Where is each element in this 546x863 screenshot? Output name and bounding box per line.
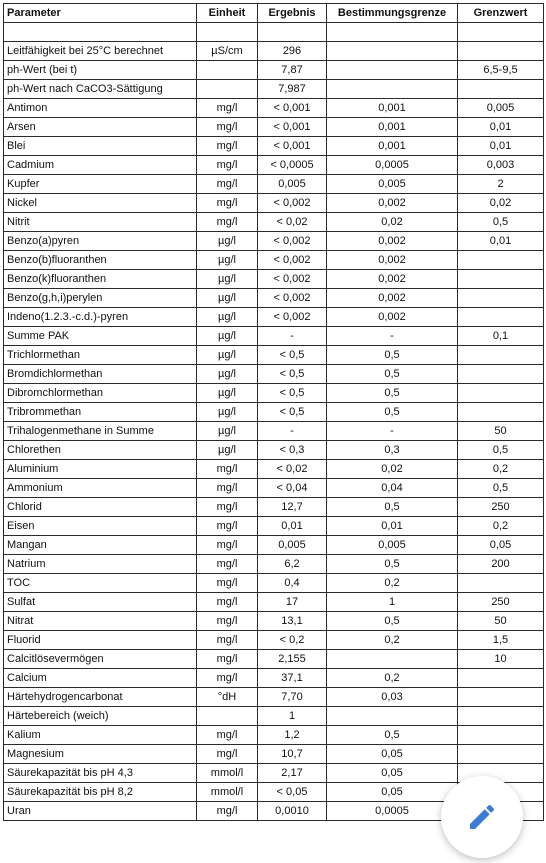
cell-ergebnis: < 0,002: [258, 250, 327, 269]
cell-parameter: Benzo(g,h,i)perylen: [4, 288, 197, 307]
cell-bestimmungsgrenze: 0,5: [327, 554, 458, 573]
cell-grenzwert: [458, 668, 544, 687]
table-row: [4, 573, 544, 592]
cell-einheit: µg/l: [197, 250, 258, 269]
cell-ergebnis: 12,7: [258, 497, 327, 516]
cell-grenzwert: 50: [458, 611, 544, 630]
table-row: [4, 611, 544, 630]
cell-parameter: Chlorethen: [4, 440, 197, 459]
cell-parameter: Härtehydrogencarbonat: [4, 687, 197, 706]
cell-bestimmungsgrenze: -: [327, 326, 458, 345]
cell-einheit: µg/l: [197, 288, 258, 307]
cell-grenzwert: 0,005: [458, 98, 544, 117]
table-row: [4, 421, 544, 440]
cell-parameter: Säurekapazität bis pH 4,3: [4, 763, 197, 782]
cell-grenzwert: 0,2: [458, 516, 544, 535]
cell-bestimmungsgrenze: 0,005: [327, 174, 458, 193]
cell-einheit: mg/l: [197, 516, 258, 535]
cell-bestimmungsgrenze: 0,0005: [327, 155, 458, 174]
header-grenzwert: Grenzwert: [458, 4, 544, 23]
cell-grenzwert: 0,5: [458, 440, 544, 459]
edit-fab-button[interactable]: [441, 776, 523, 858]
cell-bestimmungsgrenze: 0,5: [327, 402, 458, 421]
cell-ergebnis: < 0,04: [258, 478, 327, 497]
cell-bestimmungsgrenze: 0,5: [327, 497, 458, 516]
cell-bestimmungsgrenze: 0,2: [327, 668, 458, 687]
cell-einheit: mg/l: [197, 117, 258, 136]
cell-grenzwert: 0,02: [458, 193, 544, 212]
header-bestimmungsgrenze: Bestimmungsgrenze: [327, 4, 458, 23]
cell-ergebnis: < 0,002: [258, 231, 327, 250]
cell-bestimmungsgrenze: 0,02: [327, 459, 458, 478]
cell-bestimmungsgrenze: [327, 41, 458, 60]
table-row: [4, 668, 544, 687]
cell-bestimmungsgrenze: 0,3: [327, 440, 458, 459]
cell-parameter: Natrium: [4, 554, 197, 573]
cell-grenzwert: [458, 307, 544, 326]
cell-einheit: µg/l: [197, 402, 258, 421]
cell-grenzwert: [458, 23, 544, 42]
cell-bestimmungsgrenze: 0,05: [327, 782, 458, 801]
cell-bestimmungsgrenze: 0,002: [327, 193, 458, 212]
cell-parameter: Bromdichlormethan: [4, 364, 197, 383]
table-row: [4, 136, 544, 155]
cell-grenzwert: 0,05: [458, 535, 544, 554]
cell-einheit: µg/l: [197, 440, 258, 459]
cell-parameter: Blei: [4, 136, 197, 155]
table-row: [4, 592, 544, 611]
cell-einheit: [197, 23, 258, 42]
cell-einheit: µS/cm: [197, 41, 258, 60]
cell-bestimmungsgrenze: 0,001: [327, 117, 458, 136]
cell-parameter: Nitrat: [4, 611, 197, 630]
cell-bestimmungsgrenze: 0,03: [327, 687, 458, 706]
cell-parameter: Summe PAK: [4, 326, 197, 345]
cell-ergebnis: 1: [258, 706, 327, 725]
table-row: [4, 478, 544, 497]
cell-parameter: Benzo(b)fluoranthen: [4, 250, 197, 269]
cell-ergebnis: 37,1: [258, 668, 327, 687]
cell-parameter: ph-Wert nach CaCO3-Sättigung: [4, 79, 197, 98]
cell-ergebnis: 7,987: [258, 79, 327, 98]
cell-ergebnis: < 0,05: [258, 782, 327, 801]
cell-grenzwert: 0,5: [458, 212, 544, 231]
header-einheit: Einheit: [197, 4, 258, 23]
cell-bestimmungsgrenze: 0,0005: [327, 801, 458, 820]
cell-parameter: Aluminium: [4, 459, 197, 478]
cell-parameter: Mangan: [4, 535, 197, 554]
cell-ergebnis: [258, 23, 327, 42]
table-row: [4, 79, 544, 98]
cell-bestimmungsgrenze: -: [327, 421, 458, 440]
cell-bestimmungsgrenze: 0,05: [327, 763, 458, 782]
cell-ergebnis: 7,70: [258, 687, 327, 706]
cell-bestimmungsgrenze: 0,002: [327, 250, 458, 269]
cell-grenzwert: 250: [458, 592, 544, 611]
cell-ergebnis: 1,2: [258, 725, 327, 744]
cell-ergebnis: 0,4: [258, 573, 327, 592]
cell-einheit: µg/l: [197, 364, 258, 383]
cell-einheit: mg/l: [197, 649, 258, 668]
cell-ergebnis: 13,1: [258, 611, 327, 630]
cell-bestimmungsgrenze: 0,002: [327, 231, 458, 250]
cell-einheit: mg/l: [197, 459, 258, 478]
header-parameter: Parameter: [4, 4, 197, 23]
cell-ergebnis: < 0,5: [258, 383, 327, 402]
cell-grenzwert: [458, 288, 544, 307]
cell-bestimmungsgrenze: 0,002: [327, 269, 458, 288]
cell-parameter: Benzo(a)pyren: [4, 231, 197, 250]
cell-bestimmungsgrenze: 0,002: [327, 288, 458, 307]
cell-parameter: Ammonium: [4, 478, 197, 497]
cell-parameter: Arsen: [4, 117, 197, 136]
cell-grenzwert: 250: [458, 497, 544, 516]
cell-ergebnis: 0,01: [258, 516, 327, 535]
cell-parameter: Uran: [4, 801, 197, 820]
cell-einheit: mg/l: [197, 174, 258, 193]
cell-einheit: [197, 60, 258, 79]
cell-bestimmungsgrenze: 0,5: [327, 611, 458, 630]
table-row: [4, 383, 544, 402]
cell-parameter: Trihalogenmethane in Summe: [4, 421, 197, 440]
table-row: [4, 307, 544, 326]
cell-ergebnis: < 0,002: [258, 288, 327, 307]
cell-ergebnis: 10,7: [258, 744, 327, 763]
cell-grenzwert: [458, 364, 544, 383]
cell-grenzwert: [458, 383, 544, 402]
cell-bestimmungsgrenze: 0,001: [327, 136, 458, 155]
table-row: [4, 288, 544, 307]
cell-grenzwert: 50: [458, 421, 544, 440]
cell-einheit: mg/l: [197, 136, 258, 155]
pencil-icon: [466, 801, 498, 833]
table-row: [4, 497, 544, 516]
cell-ergebnis: < 0,002: [258, 193, 327, 212]
cell-parameter: Tribrommethan: [4, 402, 197, 421]
cell-ergebnis: < 0,02: [258, 212, 327, 231]
cell-parameter: Indeno(1.2.3.-c.d.)-pyren: [4, 307, 197, 326]
cell-bestimmungsgrenze: 0,05: [327, 744, 458, 763]
cell-einheit: µg/l: [197, 231, 258, 250]
table-row: [4, 174, 544, 193]
cell-einheit: mg/l: [197, 193, 258, 212]
cell-grenzwert: [458, 725, 544, 744]
table-body: [4, 23, 544, 821]
cell-bestimmungsgrenze: 1: [327, 592, 458, 611]
cell-einheit: µg/l: [197, 269, 258, 288]
table-row: [4, 269, 544, 288]
table-row: [4, 535, 544, 554]
cell-parameter: Leitfähigkeit bei 25°C berechnet: [4, 41, 197, 60]
cell-bestimmungsgrenze: 0,002: [327, 307, 458, 326]
cell-einheit: mg/l: [197, 592, 258, 611]
cell-parameter: Fluorid: [4, 630, 197, 649]
cell-einheit: mmol/l: [197, 763, 258, 782]
cell-bestimmungsgrenze: 0,5: [327, 725, 458, 744]
cell-parameter: Magnesium: [4, 744, 197, 763]
cell-parameter: Calcitlösevermögen: [4, 649, 197, 668]
cell-grenzwert: 0,2: [458, 459, 544, 478]
table-row: [4, 687, 544, 706]
cell-grenzwert: 0,1: [458, 326, 544, 345]
cell-einheit: mg/l: [197, 535, 258, 554]
cell-grenzwert: 1,5: [458, 630, 544, 649]
cell-grenzwert: 0,01: [458, 117, 544, 136]
cell-ergebnis: 0,005: [258, 535, 327, 554]
cell-bestimmungsgrenze: [327, 79, 458, 98]
cell-einheit: mg/l: [197, 801, 258, 820]
table-row: [4, 231, 544, 250]
cell-einheit: mg/l: [197, 744, 258, 763]
cell-grenzwert: [458, 744, 544, 763]
cell-parameter: Sulfat: [4, 592, 197, 611]
cell-ergebnis: 2,155: [258, 649, 327, 668]
cell-einheit: µg/l: [197, 421, 258, 440]
cell-parameter: Antimon: [4, 98, 197, 117]
cell-einheit: mg/l: [197, 668, 258, 687]
cell-bestimmungsgrenze: 0,04: [327, 478, 458, 497]
table-row: [4, 326, 544, 345]
cell-bestimmungsgrenze: 0,5: [327, 364, 458, 383]
table-row: [4, 649, 544, 668]
cell-grenzwert: [458, 402, 544, 421]
cell-einheit: mg/l: [197, 478, 258, 497]
cell-grenzwert: 6,5-9,5: [458, 60, 544, 79]
cell-einheit: mg/l: [197, 497, 258, 516]
cell-bestimmungsgrenze: 0,5: [327, 345, 458, 364]
cell-ergebnis: < 0,3: [258, 440, 327, 459]
table-header-row: [4, 4, 544, 23]
cell-einheit: mg/l: [197, 554, 258, 573]
cell-ergebnis: < 0,5: [258, 364, 327, 383]
cell-bestimmungsgrenze: 0,005: [327, 535, 458, 554]
cell-grenzwert: [458, 345, 544, 364]
cell-parameter: Eisen: [4, 516, 197, 535]
cell-parameter: Kalium: [4, 725, 197, 744]
cell-parameter: Nickel: [4, 193, 197, 212]
table-row: [4, 117, 544, 136]
cell-ergebnis: < 0,001: [258, 117, 327, 136]
cell-parameter: Cadmium: [4, 155, 197, 174]
water-analysis-table: [3, 3, 544, 821]
table-row: [4, 193, 544, 212]
cell-bestimmungsgrenze: 0,5: [327, 383, 458, 402]
cell-ergebnis: < 0,001: [258, 98, 327, 117]
cell-ergebnis: -: [258, 421, 327, 440]
cell-grenzwert: 0,003: [458, 155, 544, 174]
table-row: [4, 516, 544, 535]
cell-einheit: mg/l: [197, 630, 258, 649]
cell-ergebnis: < 0,5: [258, 402, 327, 421]
table-row: [4, 23, 544, 42]
table-row: [4, 725, 544, 744]
cell-bestimmungsgrenze: [327, 649, 458, 668]
cell-bestimmungsgrenze: 0,2: [327, 573, 458, 592]
cell-einheit: mg/l: [197, 98, 258, 117]
table-row: [4, 364, 544, 383]
table-row: [4, 212, 544, 231]
cell-parameter: TOC: [4, 573, 197, 592]
cell-parameter: Härtebereich (weich): [4, 706, 197, 725]
cell-ergebnis: 17: [258, 592, 327, 611]
cell-grenzwert: 0,01: [458, 136, 544, 155]
cell-einheit: µg/l: [197, 326, 258, 345]
cell-grenzwert: [458, 250, 544, 269]
cell-ergebnis: < 0,2: [258, 630, 327, 649]
cell-einheit: mg/l: [197, 573, 258, 592]
cell-bestimmungsgrenze: 0,02: [327, 212, 458, 231]
cell-einheit: mg/l: [197, 212, 258, 231]
cell-parameter: Nitrit: [4, 212, 197, 231]
cell-einheit: °dH: [197, 687, 258, 706]
cell-einheit: [197, 79, 258, 98]
table-row: [4, 98, 544, 117]
table-row: [4, 345, 544, 364]
table-row: [4, 706, 544, 725]
cell-bestimmungsgrenze: [327, 60, 458, 79]
cell-parameter: Trichlormethan: [4, 345, 197, 364]
cell-einheit: mmol/l: [197, 782, 258, 801]
cell-grenzwert: [458, 706, 544, 725]
cell-ergebnis: < 0,002: [258, 269, 327, 288]
cell-ergebnis: 2,17: [258, 763, 327, 782]
cell-ergebnis: < 0,001: [258, 136, 327, 155]
cell-einheit: mg/l: [197, 611, 258, 630]
cell-parameter: Calcium: [4, 668, 197, 687]
cell-ergebnis: -: [258, 326, 327, 345]
cell-einheit: [197, 706, 258, 725]
cell-ergebnis: 0,005: [258, 174, 327, 193]
cell-ergebnis: 6,2: [258, 554, 327, 573]
cell-einheit: mg/l: [197, 155, 258, 174]
cell-grenzwert: [458, 269, 544, 288]
water-analysis-table-container: [3, 3, 544, 821]
cell-ergebnis: 0,0010: [258, 801, 327, 820]
table-row: [4, 459, 544, 478]
cell-parameter: Benzo(k)fluoranthen: [4, 269, 197, 288]
cell-parameter: ph-Wert (bei t): [4, 60, 197, 79]
cell-parameter: Chlorid: [4, 497, 197, 516]
cell-grenzwert: [458, 41, 544, 60]
table-row: [4, 744, 544, 763]
table-row: [4, 554, 544, 573]
header-ergebnis: Ergebnis: [258, 4, 327, 23]
cell-grenzwert: [458, 687, 544, 706]
cell-ergebnis: < 0,002: [258, 307, 327, 326]
cell-grenzwert: [458, 573, 544, 592]
cell-grenzwert: 200: [458, 554, 544, 573]
cell-grenzwert: 2: [458, 174, 544, 193]
cell-einheit: µg/l: [197, 345, 258, 364]
cell-bestimmungsgrenze: [327, 23, 458, 42]
table-row: [4, 402, 544, 421]
table-row: [4, 250, 544, 269]
table-row: [4, 155, 544, 174]
cell-bestimmungsgrenze: 0,01: [327, 516, 458, 535]
cell-einheit: µg/l: [197, 307, 258, 326]
cell-einheit: µg/l: [197, 383, 258, 402]
table-row: [4, 630, 544, 649]
cell-ergebnis: < 0,0005: [258, 155, 327, 174]
cell-parameter: Kupfer: [4, 174, 197, 193]
cell-grenzwert: 0,5: [458, 478, 544, 497]
cell-ergebnis: < 0,5: [258, 345, 327, 364]
cell-parameter: Säurekapazität bis pH 8,2: [4, 782, 197, 801]
cell-grenzwert: [458, 79, 544, 98]
cell-ergebnis: 7,87: [258, 60, 327, 79]
cell-einheit: mg/l: [197, 725, 258, 744]
cell-grenzwert: 10: [458, 649, 544, 668]
cell-bestimmungsgrenze: 0,2: [327, 630, 458, 649]
cell-parameter: [4, 23, 197, 42]
cell-bestimmungsgrenze: 0,001: [327, 98, 458, 117]
table-row: [4, 41, 544, 60]
cell-bestimmungsgrenze: [327, 706, 458, 725]
cell-parameter: Dibromchlormethan: [4, 383, 197, 402]
cell-ergebnis: < 0,02: [258, 459, 327, 478]
cell-ergebnis: 296: [258, 41, 327, 60]
table-row: [4, 440, 544, 459]
table-row: [4, 60, 544, 79]
cell-grenzwert: 0,01: [458, 231, 544, 250]
